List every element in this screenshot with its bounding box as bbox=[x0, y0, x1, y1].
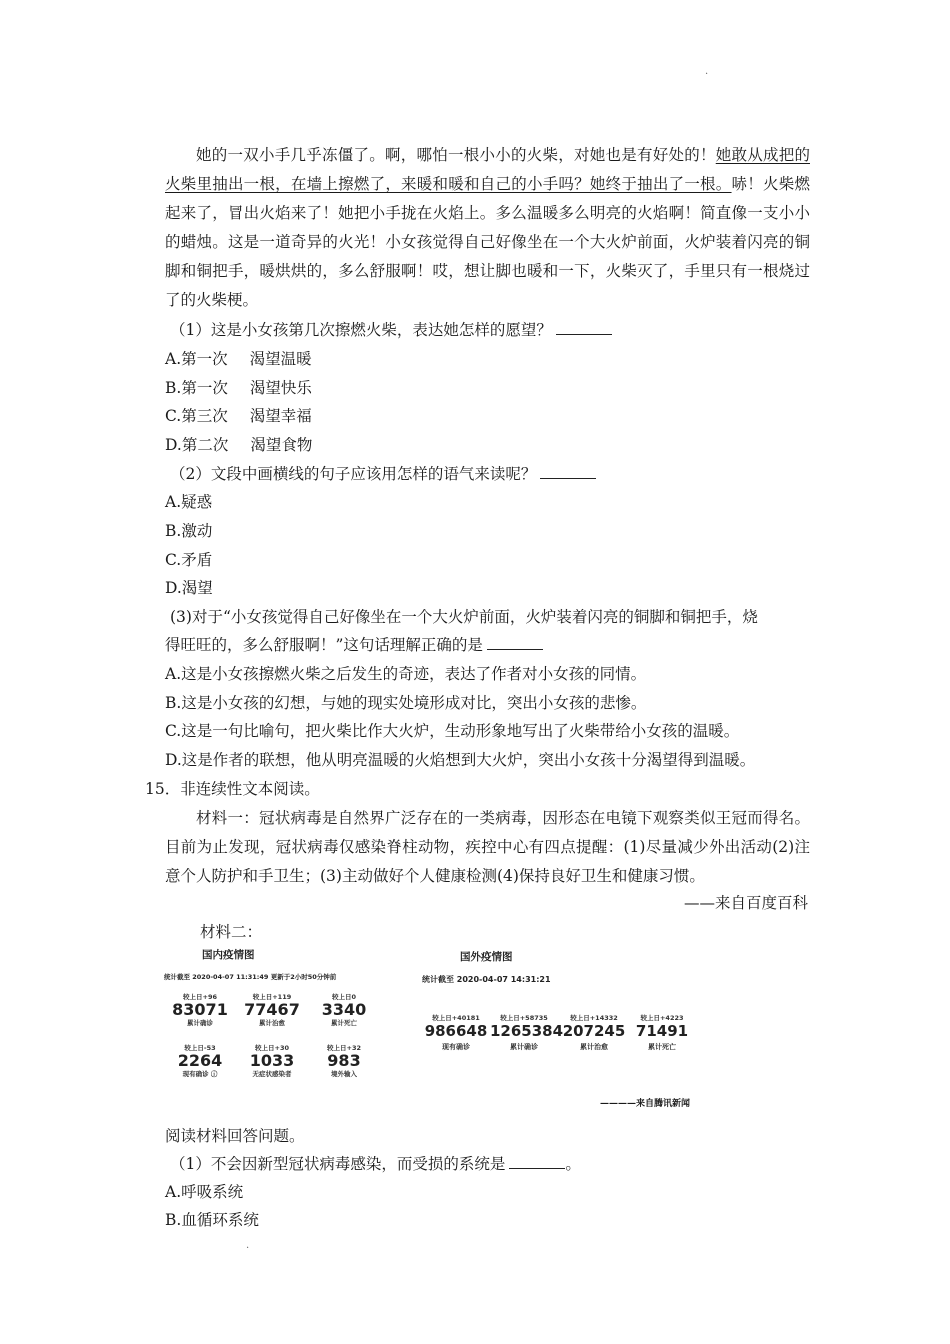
stat-cell: 较上日+58735 1265384 累计确诊 bbox=[490, 1014, 564, 1051]
foreign-title: 国外疫情图 bbox=[460, 951, 513, 963]
option-b[interactable]: B.第一次 渴望快乐 bbox=[165, 379, 312, 397]
reading-question-1-stem: （1）不会因新型冠状病毒感染，而受损的系统是 。 bbox=[170, 1155, 581, 1173]
passage-text: 她的一双小手几乎冻僵了。啊，哪怕一根小小的火柴，对她也是有好处的！ bbox=[196, 146, 716, 164]
foreign-stamp: 统计截至 2020-04-07 14:31:21 bbox=[422, 975, 551, 984]
stat-cell: 较上日0 3340 累计死亡 bbox=[321, 993, 367, 1027]
answer-blank[interactable] bbox=[540, 464, 596, 479]
option-b[interactable]: B.这是小女孩的幻想，与她的现实处境形成对比，突出小女孩的悲惨。 bbox=[165, 694, 647, 712]
passage bbox=[165, 141, 810, 315]
stat-cell: 较上日+14332 207245 累计治愈 bbox=[562, 1014, 626, 1051]
answer-blank[interactable] bbox=[487, 635, 543, 650]
question-15-title: 15．非连续性文本阅读。 bbox=[145, 780, 320, 798]
option-c[interactable]: C.这是一句比喻句，把火柴比作大火炉，生动形象地写出了火柴带给小女孩的温暖。 bbox=[165, 722, 740, 740]
option-a[interactable]: A.疑惑 bbox=[165, 493, 213, 511]
domestic-stamp: 统计截至 2020-04-07 11:31:49 更新于2小时50分钟前 bbox=[164, 973, 337, 981]
answer-blank[interactable] bbox=[556, 320, 612, 335]
passage-text-rest: 哧！火柴燃起来了，冒出火焰来了！她把小手拢在火焰上。多么温暖多么明亮的火焰啊！简直像一支小小的蜡烛。这是一道奇异的火光！小女孩觉得自己好像坐在一个大火炉前面，火炉装着闪亮的铜脚和铜把手，暖烘烘的，多么舒服啊！哎，想让脚也暖和一下，火柴灭了，手里只有一根烧过了的火柴梗。 bbox=[165, 175, 810, 309]
question-3-stem-line2: 得旺旺的，多么舒服啊！”这句话理解正确的是 bbox=[165, 633, 543, 655]
stat-cell: 较上日-53 2264 现有确诊 ⓘ bbox=[177, 1044, 223, 1078]
header-mark: . bbox=[705, 66, 709, 77]
stat-cell: 较上日+40181 986648 现有确诊 bbox=[424, 1014, 488, 1051]
question-2-stem: （2）文段中画横线的句子应该用怎样的语气来读呢？ bbox=[170, 462, 596, 484]
footer-mark: . bbox=[246, 1240, 250, 1251]
option-d[interactable]: D.这是作者的联想，他从明亮温暖的火焰想到大火炉，突出小女孩十分渴望得到温暖。 bbox=[165, 751, 756, 769]
stat-cell: 较上日+96 83071 累计确诊 bbox=[172, 993, 228, 1027]
option-c[interactable]: C.第三次 渴望幸福 bbox=[165, 407, 312, 425]
figure-source: ————来自腾讯新闻 bbox=[600, 1099, 691, 1109]
material-2-label: 材料二： bbox=[200, 923, 263, 941]
reading-intro: 阅读材料回答问题。 bbox=[165, 1127, 305, 1145]
option-a[interactable]: A.呼吸系统 bbox=[165, 1183, 244, 1201]
option-c[interactable]: C.矛盾 bbox=[165, 551, 213, 569]
epidemic-figure bbox=[160, 945, 740, 1115]
stat-cell: 较上日+32 983 境外输入 bbox=[327, 1044, 361, 1078]
option-b[interactable]: B.激动 bbox=[165, 522, 213, 540]
question-3-stem-line1: (3)对于“小女孩觉得自己好像坐在一个大火炉前面，火炉装着闪亮的铜脚和铜把手，烧 bbox=[170, 608, 758, 626]
option-a[interactable]: A.第一次 渴望温暖 bbox=[165, 350, 312, 368]
answer-blank[interactable] bbox=[509, 1154, 565, 1169]
option-b[interactable]: B.血循环系统 bbox=[165, 1211, 259, 1229]
material-1: 材料一：冠状病毒是自然界广泛存在的一类病毒，因形态在电镜下观察类似王冠而得名。目前为止发现，冠状病毒仅感染脊柱动物，疾控中心有四点提醒：(1)尽量减少外出活动(2)注意个人防护和手卫生；(3)主动做好个人健康检测(4)保持良好卫生和健康习惯。 bbox=[165, 809, 810, 885]
stat-cell: 较上日+119 77467 累计治愈 bbox=[244, 993, 300, 1027]
material-1-source: ——来自百度百科 bbox=[683, 894, 808, 912]
option-d[interactable]: D.渴望 bbox=[165, 579, 213, 597]
domestic-title: 国内疫情图 bbox=[202, 949, 255, 961]
question-1-stem: （1）这是小女孩第几次擦燃火柴，表达她怎样的愿望？ bbox=[170, 318, 612, 340]
option-d[interactable]: D.第二次 渴望食物 bbox=[165, 436, 313, 454]
underlined-sentence: 她敢从成把的火柴里抽出一根，在墙上擦燃了，来暖和暖和自己的小手吗？她终于抽出了一根。 bbox=[165, 146, 810, 193]
stat-cell: 较上日+4223 71491 累计死亡 bbox=[635, 1014, 689, 1051]
stat-cell: 较上日+30 1033 无症状感染者 bbox=[249, 1044, 295, 1078]
option-a[interactable]: A.这是小女孩擦燃火柴之后发生的奇迹，表达了作者对小女孩的同情。 bbox=[165, 665, 647, 683]
